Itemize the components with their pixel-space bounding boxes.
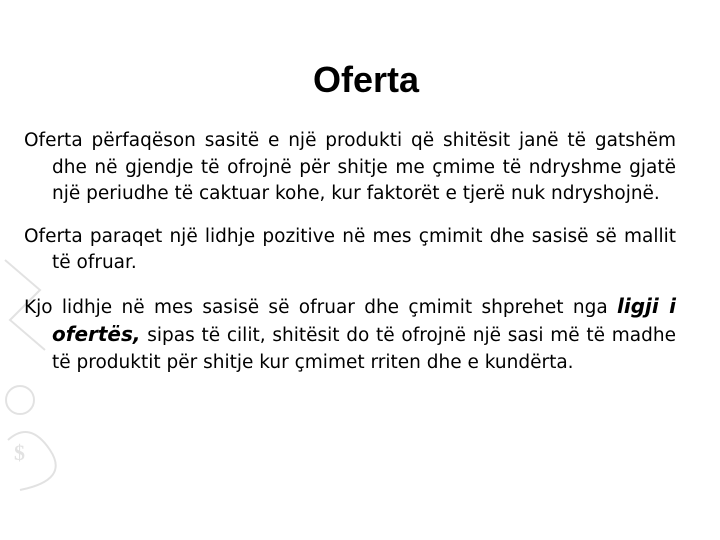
- paragraph-definition: Oferta përfaqëson sasitë e një produkti që shitësit janë të gatshëm dhe në gjendje të ofrojnë për shitje me çmime të ndryshme gjatë një periudhe të caktuar kohe, kur faktorët e tjerë nuk ndryshojnë.: [24, 130, 676, 204]
- paragraph-relationship: Oferta paraqet një lidhje pozitive në mes çmimit dhe sasisë së mallit të ofruar.: [24, 225, 676, 273]
- law-text-after: sipas të cilit, shitësit do të ofrojnë një sasi më të madhe të produktit për shitje kur çmimet rriten dhe e kundërta.: [52, 325, 676, 373]
- law-of-supply-term: ligji i ofertës,: [52, 293, 677, 346]
- slide-body: [24, 128, 676, 392]
- slide-title: Oferta: [312, 59, 420, 100]
- svg-text:$: $: [14, 440, 25, 465]
- paragraph-law: [24, 293, 676, 377]
- law-text-before: Kjo lidhje në mes sasisë së ofruar dhe çmimit shprehet nga: [24, 296, 617, 318]
